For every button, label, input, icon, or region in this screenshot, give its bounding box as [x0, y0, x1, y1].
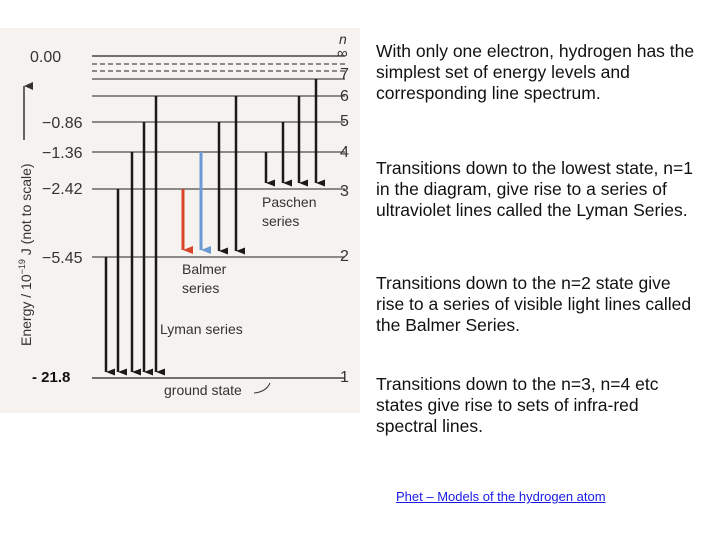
- n-header: n: [339, 31, 347, 47]
- balmer-label-line2: series: [182, 280, 220, 296]
- balmer-label-line1: Balmer: [182, 261, 227, 277]
- energy-label-0: 0.00: [30, 49, 62, 66]
- ground-state-label: ground state: [164, 382, 242, 398]
- lyman-label: Lyman series: [160, 321, 243, 337]
- energy-axis-label: Energy / $10^{-19}$ J (not to scale): [17, 163, 34, 346]
- level-number-4: 4: [340, 144, 349, 161]
- level-number-5: 5: [340, 113, 349, 130]
- paragraph-balmer: Transitions down to the n=2 state give rise to a series of visible light lines called the Balmer Series.: [376, 273, 692, 335]
- energy-label-2: −1.36: [42, 145, 83, 162]
- energy-label-1: −0.86: [42, 115, 83, 132]
- paragraph-lyman: Transitions down to the lowest state, n=1 in the diagram, give rise to a series of ultraviolet lines called the Lyman Series.: [376, 158, 693, 220]
- paschen-label-line2: series: [262, 213, 300, 229]
- n-infinity: ∞: [337, 45, 348, 62]
- level-number-7: 7: [340, 66, 349, 83]
- energy-label-5: - 21.8: [32, 369, 71, 386]
- level-number-3: 3: [340, 183, 349, 200]
- level-number-6: 6: [340, 88, 349, 105]
- energy-label-4: −5.45: [42, 250, 83, 267]
- paragraph-intro: With only one electron, hydrogen has the simplest set of energy levels and corresponding line spectrum.: [376, 41, 695, 103]
- diagram-panel: [0, 28, 360, 413]
- level-number-1: 1: [340, 369, 349, 386]
- paragraph-infrared: Transitions down to the n=3, n=4 etc states give rise to sets of infra-red spectral lines.: [376, 374, 659, 436]
- level-number-2: 2: [340, 248, 349, 265]
- energy-level-diagram: [0, 0, 370, 420]
- paschen-label-line1: Paschen: [262, 194, 317, 210]
- energy-label-3: −2.42: [42, 181, 83, 198]
- phet-link[interactable]: Phet – Models of the hydrogen atom: [396, 489, 606, 504]
